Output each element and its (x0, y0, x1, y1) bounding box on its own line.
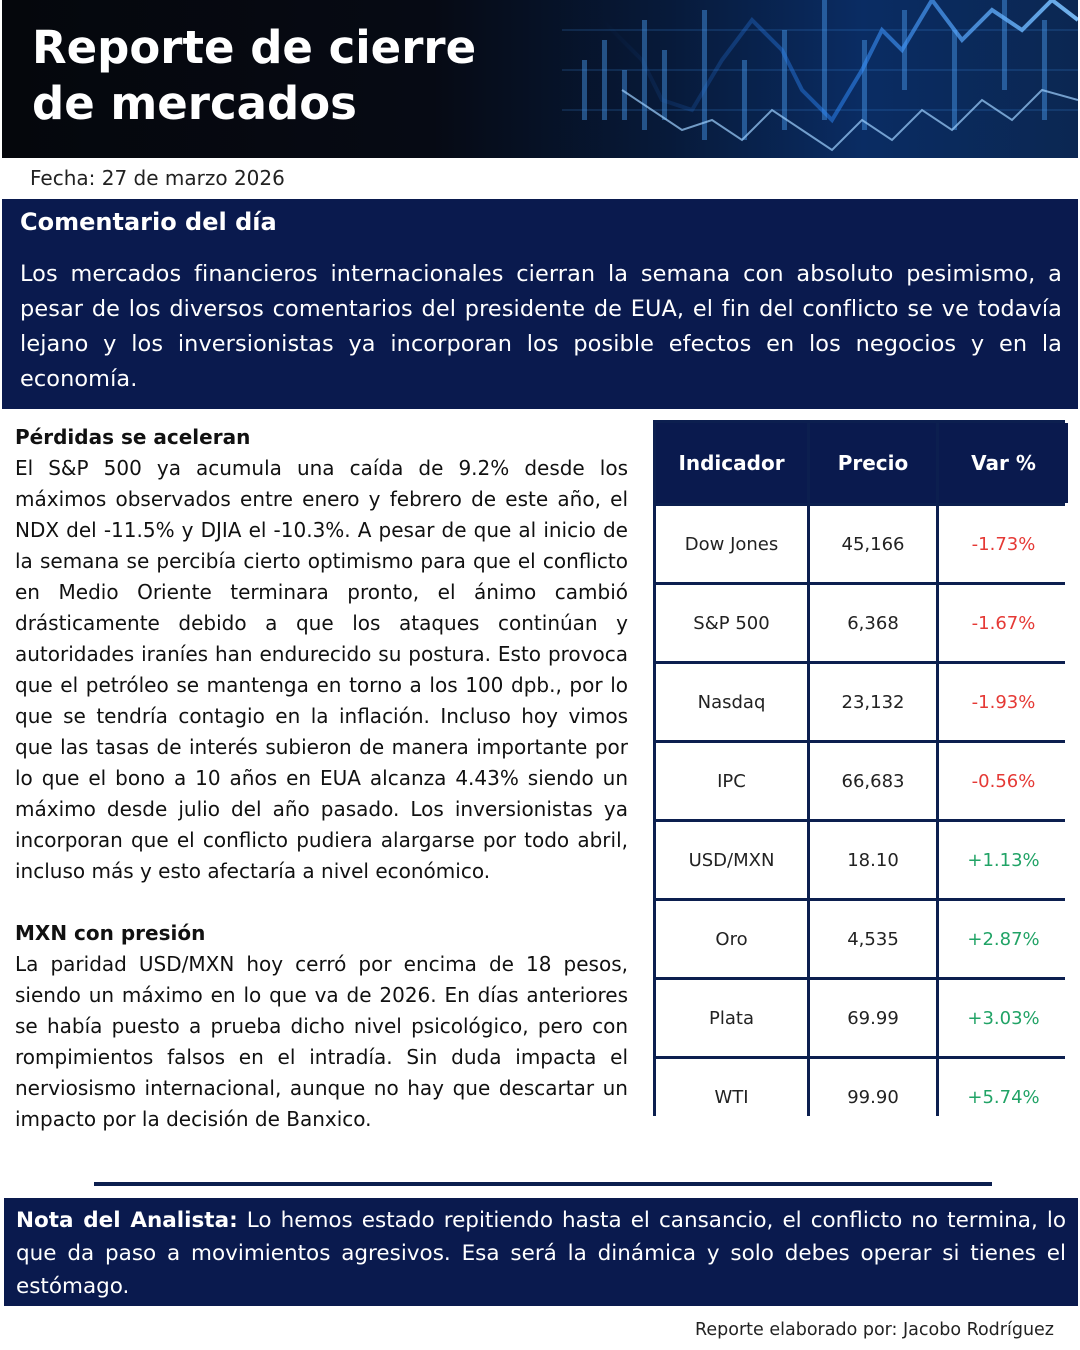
table-cell-indicator: S&P 500 (656, 585, 807, 661)
table-cell-indicator: Oro (656, 901, 807, 977)
table-header-change: Var % (939, 423, 1068, 503)
table-cell-price: 23,132 (810, 664, 936, 740)
page-title (32, 20, 552, 132)
table-cell-indicator: WTI (656, 1059, 807, 1135)
table-cell-indicator: Plata (656, 980, 807, 1056)
table-cell-change: -0.56% (939, 743, 1068, 819)
table-cell-change: -1.67% (939, 585, 1068, 661)
table-cell-change: -1.73% (939, 506, 1068, 582)
market-table (653, 420, 1065, 1116)
report-date: Fecha: 27 de marzo 2026 (30, 166, 285, 190)
title-line-1: Reporte de cierre (32, 21, 477, 74)
table-cell-price: 69.99 (810, 980, 936, 1056)
table-cell-indicator: Dow Jones (656, 506, 807, 582)
table-cell-price: 4,535 (810, 901, 936, 977)
table-cell-change: +5.74% (939, 1059, 1068, 1135)
report-author: Reporte elaborado por: Jacobo Rodríguez (695, 1320, 1054, 1340)
analyst-note-box (4, 1198, 1078, 1306)
table-header-indicator: Indicador (656, 423, 807, 503)
comment-text: Los mercados financieros internacionales cierran la semana con absoluto pesimismo, a pesar de los diversos comentarios del presidente de EUA, el fin del conflicto se ve todavía lejano y los inversionistas ya incorporan los posible efectos en los negocios y en la economía. (20, 261, 1062, 392)
daily-comment-box (2, 199, 1078, 409)
analyst-note-text: Lo hemos estado repitiendo hasta el cansancio, el conflicto no termina, lo que da paso a movimientos agresivos. Esa será la dinámica y solo debes operar si tienes el estómago. (16, 1208, 1066, 1299)
article-column (15, 422, 628, 1135)
section-spacer (15, 887, 628, 918)
analyst-note-label: Nota del Analista: (16, 1208, 238, 1233)
table-cell-price: 18.10 (810, 822, 936, 898)
table-cell-change: +2.87% (939, 901, 1068, 977)
section-title-losses: Pérdidas se aceleran (15, 425, 251, 449)
section-text-losses: El S&P 500 ya acumula una caída de 9.2% desde los máximos observados entre enero y febrero de este año, el NDX del -11.5% y DJIA el -10.3%. A pesar de que al inicio de la semana se percibía cierto optimismo para que el conflicto en Medio Oriente terminara pronto, el ánimo cambió drásticamente debido a que los ataques continúan y autoridades iraníes han endurecido su postura. Esto provoca que el petróleo se mantenga en torno a los 100 dpb., por lo que se tendría contagio en la inflación. Incluso hoy vimos que las tasas de interés subieron de manera importante por lo que el bono a 10 años en EUA alcanza 4.43% siendo un máximo desde julio del año pasado. Los inversionistas ya incorporan que el conflicto pudiera alargarse por todo abril, incluso más y esto afectaría a nivel económico. (15, 456, 628, 883)
table-cell-indicator: USD/MXN (656, 822, 807, 898)
table-cell-price: 6,368 (810, 585, 936, 661)
table-cell-change: -1.93% (939, 664, 1068, 740)
table-cell-indicator: Nasdaq (656, 664, 807, 740)
title-line-2: de mercados (32, 77, 357, 130)
header-banner (2, 0, 1078, 158)
table-header-price: Precio (810, 423, 936, 503)
table-cell-change: +3.03% (939, 980, 1068, 1056)
section-title-mxn: MXN con presión (15, 921, 206, 945)
table-cell-price: 45,166 (810, 506, 936, 582)
table-cell-change: +1.13% (939, 822, 1068, 898)
section-text-mxn: La paridad USD/MXN hoy cerró por encima de 18 pesos, siendo un máximo en lo que va de 2026. En días anteriores se había puesto a prueba dicho nivel psicológico, pero con rompimientos falsos en el intradía. Sin duda impacta el nerviosismo internacional, aunque no hay que descartar un impacto por la decisión de Banxico. (15, 952, 628, 1131)
table-cell-indicator: IPC (656, 743, 807, 819)
comment-title: Comentario del día (20, 208, 277, 236)
table-cell-price: 99.90 (810, 1059, 936, 1135)
section-divider (94, 1182, 992, 1186)
table-cell-price: 66,683 (810, 743, 936, 819)
